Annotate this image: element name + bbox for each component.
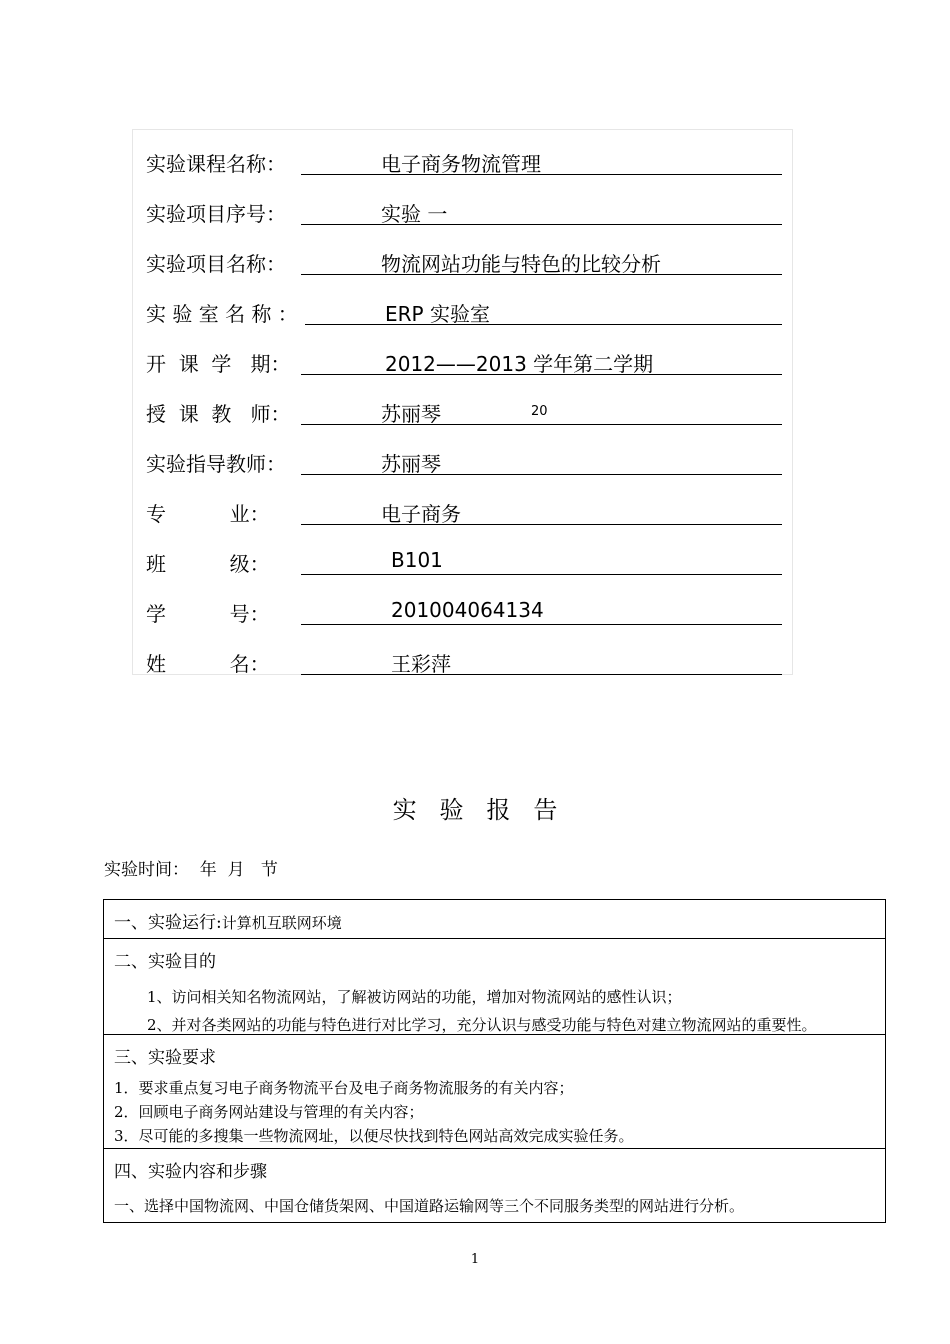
underline — [305, 324, 782, 325]
section-purpose — [104, 938, 885, 1034]
cover-label: 实 验 室 名 称 ： — [146, 302, 298, 326]
experiment-time: 实验时间： 年 月 节 — [104, 860, 278, 880]
cover-label: 实验项目序号： — [146, 202, 286, 226]
underline — [301, 574, 782, 575]
cover-value: ERP 实验室 — [385, 302, 490, 326]
report-table — [103, 899, 886, 1223]
underline — [301, 424, 782, 425]
cover-label: 实验项目名称： — [146, 252, 286, 276]
requirement-item: 3．尽可能的多搜集一些物流网址，以便尽快找到特色网站高效完成实验任务。 — [114, 1127, 634, 1145]
cover-value: 王彩萍 — [391, 652, 451, 676]
cover-label: 学 号： — [146, 602, 270, 626]
section-content-head: 四、实验内容和步骤 — [114, 1162, 267, 1182]
requirement-item: 2．回顾电子商务网站建设与管理的有关内容； — [114, 1103, 424, 1121]
cover-row-project-number — [133, 184, 794, 228]
cover-value: 实验 一 — [381, 202, 448, 226]
cover-value: B101 — [391, 548, 443, 572]
section-requirements-head: 三、实验要求 — [114, 1048, 216, 1068]
cover-label: 班 级： — [146, 552, 270, 576]
cover-row-course-name — [133, 134, 794, 178]
cover-value: 201004064134 — [391, 598, 544, 622]
cover-label: 姓 名： — [146, 652, 270, 676]
cover-label: 实验课程名称： — [146, 152, 286, 176]
page-number: 1 — [470, 1252, 480, 1267]
cover-value: 电子商务物流管理 — [381, 152, 541, 176]
cover-label: 专 业： — [146, 502, 270, 526]
section-run — [104, 900, 885, 938]
cover-row-instructor — [133, 434, 794, 478]
cover-info-table — [132, 129, 793, 675]
underline — [301, 674, 782, 675]
cover-row-teacher — [133, 384, 794, 428]
cover-label: 授 课 教 师： — [146, 402, 291, 426]
underline — [301, 624, 782, 625]
cover-value: 苏丽琴 — [381, 402, 441, 426]
section-requirements — [104, 1034, 885, 1148]
section-run-value: 计算机互联网环境 — [221, 914, 342, 932]
section-run-head: 一、实验运行: — [114, 913, 222, 933]
section-content — [104, 1148, 885, 1222]
content-item: 一、选择中国物流网、中国仓储货架网、中国道路运输网等三个不同服务类型的网站进行分析。 — [114, 1197, 745, 1215]
cover-row-project-name — [133, 234, 794, 278]
cover-row-lab-name — [133, 284, 794, 328]
underline — [301, 174, 782, 175]
section-run-line — [104, 900, 885, 933]
section-purpose-head: 二、实验目的 — [114, 952, 216, 972]
underline — [301, 524, 782, 525]
cover-value: 2012——2013 学年第二学期 — [385, 352, 654, 376]
cover-row-student-name — [133, 634, 794, 678]
cover-row-major — [133, 484, 794, 528]
cover-row-student-id — [133, 584, 794, 628]
purpose-item: 1、访问相关知名物流网站，了解被访网站的功能，增加对物流网站的感性认识； — [147, 988, 682, 1006]
cover-value: 苏丽琴 — [381, 452, 441, 476]
purpose-item: 2、并对各类网站的功能与特色进行对比学习，充分认识与感受功能与特色对建立物流网站的重要性。 — [147, 1016, 817, 1034]
cover-extra-note: 20 — [531, 404, 548, 419]
cover-value: 物流网站功能与特色的比较分析 — [381, 252, 661, 276]
requirement-item: 1．要求重点复习电子商务物流平台及电子商务物流服务的有关内容； — [114, 1079, 574, 1097]
cover-label: 开 课 学 期： — [146, 352, 291, 376]
underline — [301, 224, 782, 225]
cover-row-semester — [133, 334, 794, 378]
report-title: 实 验 报 告 — [392, 796, 558, 824]
cover-row-class — [133, 534, 794, 578]
cover-value: 电子商务 — [381, 502, 461, 526]
cover-label: 实验指导教师： — [146, 452, 286, 476]
underline — [301, 474, 782, 475]
